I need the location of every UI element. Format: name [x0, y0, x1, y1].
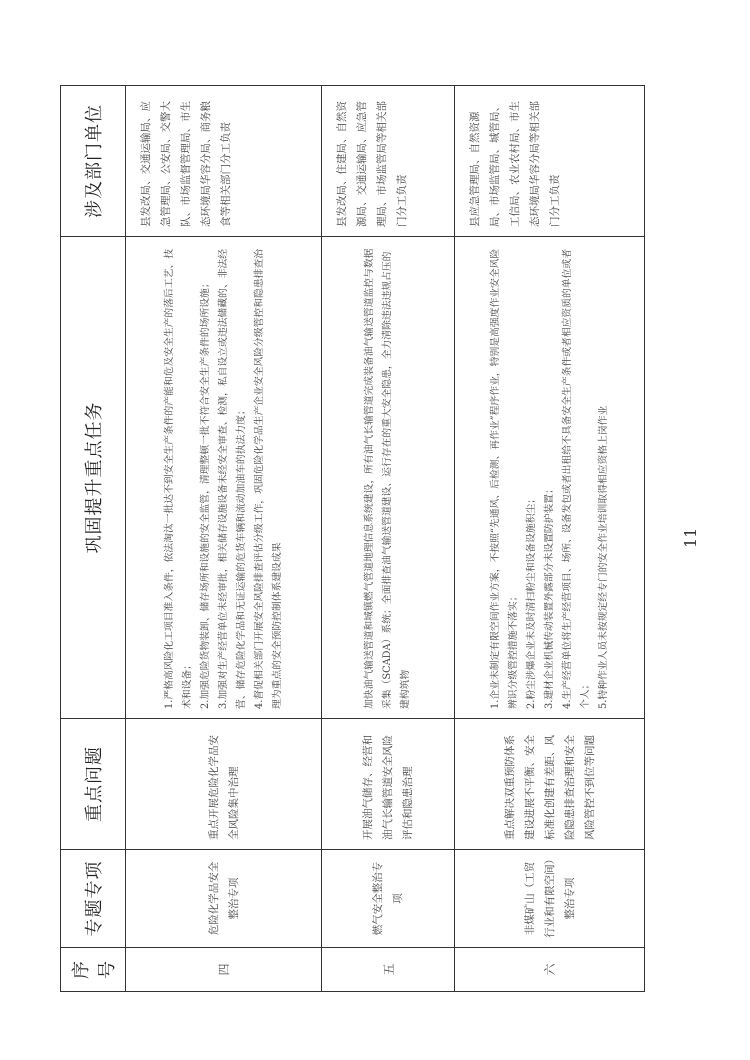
row-issue: 重点解决双重预防体系建设进展不平衡、安全标准化创建有差距、风险隐患排查治理和安全风险管控不到位等问题 [455, 719, 645, 850]
row-issue: 重点开展危险化学品安全风险集中治理 [126, 719, 322, 850]
header-seq: 序号 [61, 948, 126, 992]
task-item: 2.粉尘涉爆企业未及时清扫粉尘和设备设施积尘； [525, 493, 537, 709]
table-row [126, 86, 322, 992]
task-item: 3.建材企业机械传动装置外露部分未设置防护装置； [543, 484, 555, 709]
task-item: 加快油气输送管道和城镇燃气管道地理信息系统建设，所有油气长输管道完成装备油气输送管道监控与数据采集（SCADA）系统；全面排查油气输送管道建设、运行存在的重大安全隐患，全力清除违法违规占压的建构筑物 [364, 248, 411, 709]
task-item: 3.加强对生产经营单位未经审批，相关储存设施设备未经安全审查、检测，私自设立或违法储藏的、非法经营、储存危险化学品和无证运输的危货车辆和流动加油车的执法力度； [217, 248, 247, 709]
task-item: 4.督促相关部门开展安全风险排查评估分级工作，巩固危险化学品生产企业安全风险分级管控和隐患排查治理为重点的安全预防控制体系建设成果 [253, 248, 283, 709]
table-header-row [61, 86, 126, 992]
row-issue: 开展油气储存、经营和油气长输管道安全风险评估和隐患治理 [322, 719, 455, 850]
row-tasks [322, 237, 455, 719]
row-topic: 燃气安全整治专项 [322, 850, 455, 948]
task-item: 2.加强危险货物装卸、储存场所和设施的安全监管，清理整顿一批不符合安全生产条件的场所设施； [199, 278, 211, 709]
table-row [322, 86, 455, 992]
task-item: 1.严格高风险化工项目准入条件，依法淘汰一批达不到安全生产条件的产能和危及安全生产的落后工艺、技术和设备； [163, 248, 193, 709]
row-topic: 危险化学品安全整治专项 [126, 850, 322, 948]
row-dept: 县发改局、交通运输局、应急管理局、公安局、交警大队、市场监督管理局、市生态环境局华容分局、商务粮食等相关部门分工负责 [126, 86, 322, 237]
row-dept: 县发改局、住建局、自然资源局、交通运输局、应急管理局、市场监管局等相关部门分工负责 [322, 86, 455, 237]
task-table [60, 85, 645, 992]
row-dept: 县应急管理局、自然资源局、市场监管局、城管局、工信局、农业农村局、市生态环境局华容分局等相关部门分工负责 [455, 86, 645, 237]
row-seq: 六 [455, 948, 645, 992]
row-tasks [126, 237, 322, 719]
header-dept: 涉及部门单位 [61, 86, 126, 237]
header-topic: 专题专项 [61, 850, 126, 948]
row-topic: 非煤矿山（工贸行业和有限空间）整治专项 [455, 850, 645, 948]
row-seq: 四 [126, 948, 322, 992]
task-item: 4.生产经营单位将生产经营项目、场所、设备发包或者出租给不具备安全生产条件或者相应资质的单位或者个人； [561, 248, 591, 709]
task-item: 5.特种作业人员未按规定经专门的安全作业培训取得相应资格上岗作业 [597, 405, 609, 709]
header-issue: 重点问题 [61, 719, 126, 850]
page-number: 11 [681, 527, 700, 548]
row-tasks [455, 237, 645, 719]
task-item: 1.企业未制定有限空间作业方案，不按照“先通风、后检测、再作业”程序作业，特别是高强度作业安全风险辨识分级管控措施不落实； [489, 248, 519, 709]
header-tasks: 巩固提升重点任务 [61, 237, 126, 719]
row-seq: 五 [322, 948, 455, 992]
table-row [455, 86, 645, 992]
